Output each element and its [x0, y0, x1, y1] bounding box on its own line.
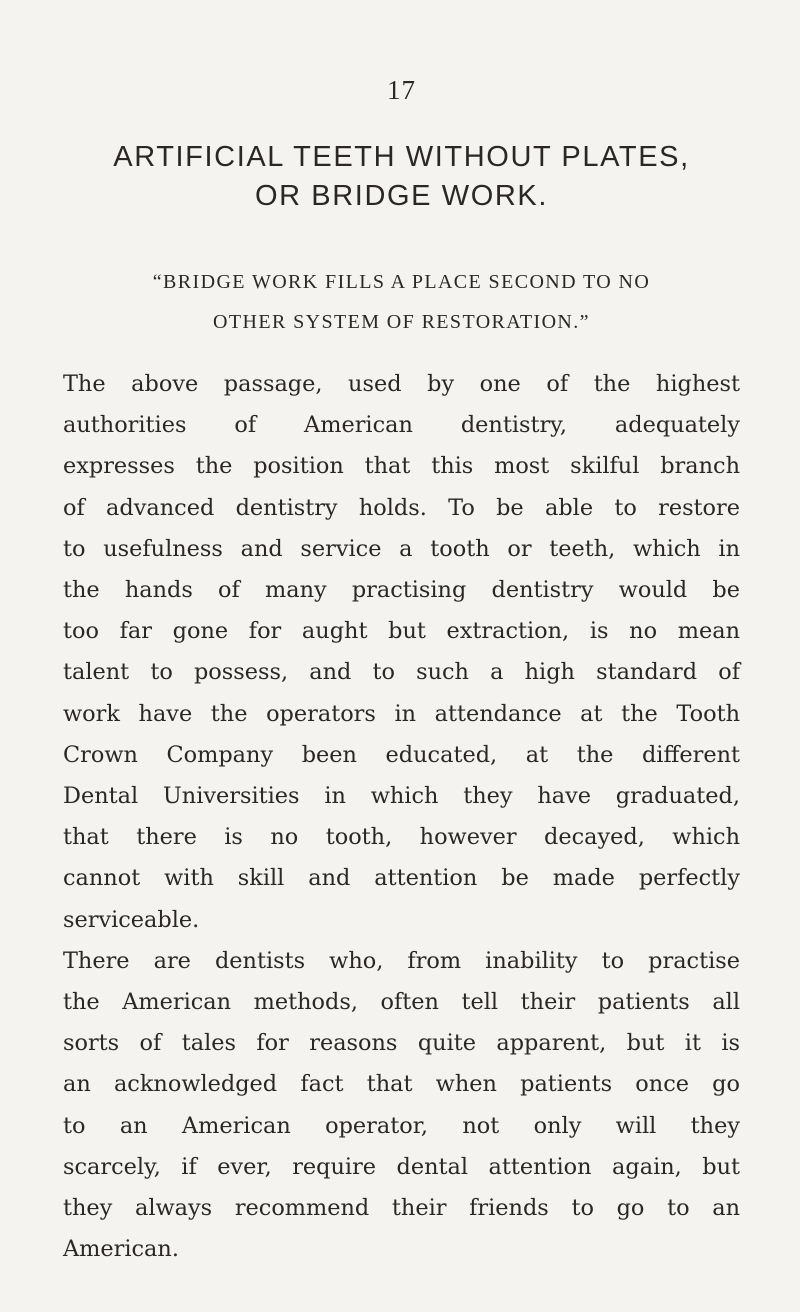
text-line: cannot with skill and attention be made perfectly — [63, 865, 740, 892]
quote-line-2: OTHER SYSTEM OF RESTORATION.” — [213, 311, 590, 333]
text-line: There are dentists who, from inability to practise — [63, 947, 740, 974]
text-line: scarcely, if ever, require dental attention again, but — [63, 1153, 740, 1180]
heading-line-2: OR BRIDGE WORK. — [254, 180, 549, 212]
body-text — [63, 364, 740, 1270]
text-line: The above passage, used by one of the highest — [63, 371, 740, 397]
epigraph-quote — [63, 262, 740, 342]
text-line: serviceable. — [63, 906, 200, 933]
text-line: sorts of tales for reasons quite apparent, but it is — [63, 1030, 740, 1057]
text-line: authorities of American dentistry, adequately — [63, 412, 740, 439]
heading-line-1: ARTIFICIAL TEETH WITHOUT PLATES, — [113, 141, 690, 173]
text-line: Dental Universities in which they have graduated, — [63, 783, 740, 810]
page-number: 17 — [387, 75, 416, 105]
text-line: Crown Company been educated, at the different — [63, 741, 740, 768]
paragraph — [63, 941, 740, 1271]
text-line: the American methods, often tell their patients all — [63, 989, 740, 1016]
text-line: too far gone for aught but extraction, is no mean — [63, 618, 740, 645]
text-line: the hands of many practising dentistry would be — [63, 577, 740, 604]
text-line: of advanced dentistry holds. To be able to restore — [63, 494, 740, 521]
text-line: to an American operator, not only will they — [63, 1112, 740, 1139]
quote-line-1: “BRIDGE WORK FILLS A PLACE SECOND TO NO — [152, 271, 651, 293]
paragraph — [63, 364, 740, 941]
text-line: they always recommend their friends to go to an — [63, 1195, 740, 1222]
text-line: that there is no tooth, however decayed, which — [63, 824, 740, 851]
text-line: work have the operators in attendance at the Tooth — [63, 700, 740, 727]
text-line: to usefulness and service a tooth or teeth, which in — [63, 535, 740, 562]
text-line: American. — [63, 1236, 179, 1263]
text-line: talent to possess, and to such a high standard of — [63, 659, 740, 686]
text-line: an acknowledged fact that when patients once go — [63, 1071, 740, 1098]
chapter-heading — [63, 138, 740, 216]
text-line: expresses the position that this most skilful branch — [63, 453, 740, 480]
